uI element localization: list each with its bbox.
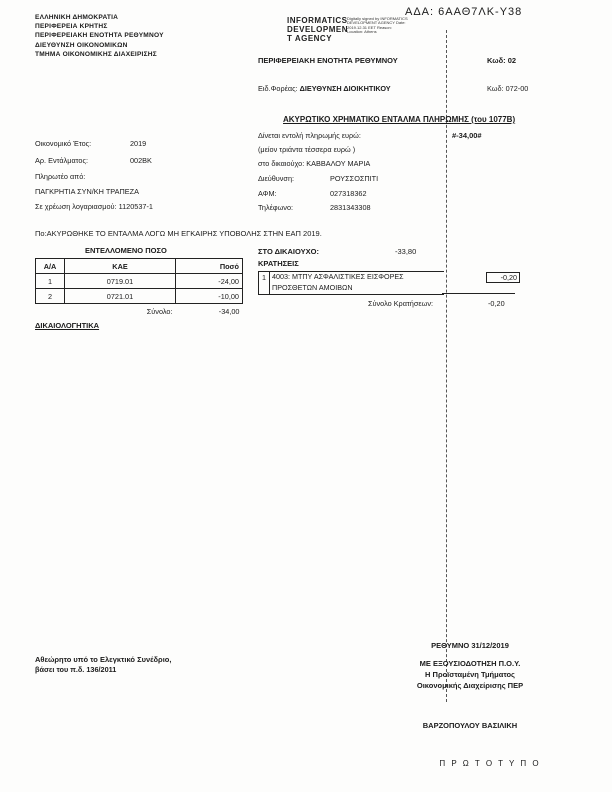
authorization-line: Οικονομικής Διαχείρισης ΠΕΡ [416,680,524,690]
audit-exemption-line2: βάσει του π.δ. 136/2011 [35,665,117,674]
table-row [36,274,243,289]
beneficiary-line [258,159,370,168]
amount-table [35,258,243,318]
special-body-code: Κωδ: 072-00 [487,84,529,93]
digital-signature-stamp [287,16,348,43]
sender-line: ΠΕΡΙΦΕΡΕΙΑΚΗ ΕΝΟΤΗΤΑ ΡΕΘΥΜΝΟΥ [35,32,164,40]
beneficiary-total-value: -33,80 [395,247,417,256]
ada-number [405,6,522,18]
cell-kae: 0721.01 [65,289,176,304]
cell-aa: 2 [36,289,65,304]
audit-exemption-line1: Αθεώρητο υπό το Ελεγκτικό Συνέδριο, [35,655,172,664]
phone-label: Τηλέφωνο: [258,203,294,212]
deductions-total-value: -0,20 [488,299,505,308]
amount-figures: #-34,00# [452,131,482,140]
deductions-title: ΚΡΑΤΗΣΕΙΣ [258,259,299,268]
cell-aa: 1 [36,274,65,289]
ada-label: ΑΔΑ: [405,6,435,18]
afm-label: ΑΦΜ: [258,189,277,198]
payable-from-label: Πληρωτέο από: [35,172,86,181]
sender-line: ΕΛΛΗΝΙΚΗ ΔΗΜΟΚΡΑΤΙΑ [35,14,119,21]
authorization-block [385,659,555,691]
amount-total-label: Σύνολο: [146,306,173,316]
amount-words: (μείον τριάντα τέσσερα ευρώ ) [258,145,356,154]
pay-instruction-label: Δίνεται εντολή πληρωμής ευρώ: [258,131,361,140]
sender-line: ΠΕΡΙΦΕΡΕΙΑ ΚΡΗΤΗΣ [35,23,108,31]
place-date: ΡΕΘΥΜΝΟ 31/12/2019 [431,641,509,650]
special-body-value: ΔΙΕΥΘΥΝΣΗ ΔΙΟΙΚΗΤΙΚΟΥ [299,84,391,93]
column-header-aa: Α/Α [36,259,65,274]
deduction-aa: 1 [258,271,270,295]
entity-name: ΠΕΡΙΦΕΡΕΙΑΚΗ ΕΝΟΤΗΤΑ ΡΕΘΥΜΝΟΥ [258,56,398,65]
cell-kae: 0719.01 [65,274,176,289]
fold-line [446,30,447,702]
sender-header-block [35,13,164,59]
amount-table-title: ΕΝΤΕΛΛΟΜΕΝΟ ΠΟΣΟ [85,246,167,255]
deduction-rule-line [442,293,515,294]
document-title: ΑΚΥΡΩΤΙΚΟ ΧΡΗΜΑΤΙΚΟ ΕΝΤΑΛΜΑ ΠΛΗΡΩΜΗΣ (του 1077Β) [283,115,516,124]
original-copy-mark: Π Ρ Ω Τ Ο Τ Υ Π Ο [439,759,541,768]
deduction-amount: -0,20 [486,272,520,283]
sender-line: ΔΙΕΥΘΥΝΣΗ ΟΙΚΟΝΟΜΙΚΩΝ [35,41,128,49]
stamp-agency-name: T AGENCY [287,34,333,43]
column-header-kae: ΚΑΕ [65,259,176,274]
authorization-line: Η Προϊσταμένη Τμήματος [425,669,515,679]
account-label: Σε χρέωση λογαριασμού: [35,202,117,211]
order-number-value: 002ΒΚ [130,156,152,165]
amount-total-value: -34,00 [218,306,240,316]
fiscal-year-label: Οικονομικό Έτος: [35,139,92,148]
stamp-signature-details: Digitally signed by INFORMATICS DEVELOPMENT AGENCY Date: 2019.12.31 EET Reason: Location: Athens [347,16,408,35]
cell-poso: -24,00 [176,274,243,289]
bank-name: ΠΑΓΚΡΗΤΙΑ ΣΥΝ/ΚΗ ΤΡΑΠΕΖΑ [35,187,139,196]
stamp-agency-name: INFORMATICS [287,16,348,25]
deductions-total-label: Σύνολο Κρατήσεων: [368,299,433,308]
beneficiary-label: στο δικαιούχο: [258,159,305,168]
address-label: Διεύθυνση: [258,174,295,183]
afm-value: 027318362 [330,189,367,198]
phone-value: 2831343308 [330,203,371,212]
ada-value: 6ΑΑΘ7ΛΚ-Υ38 [438,6,523,18]
entity-code: Κωδ: 02 [487,56,517,65]
account-line [35,202,153,211]
authorization-line: ΜΕ ΕΞΟΥΣΙΟΔΟΤΗΣΗ Π.Ο.Υ. [419,659,521,668]
order-number-label: Αρ. Εντάλματος: [35,156,89,165]
column-header-poso: Ποσό [176,259,243,274]
deduction-description: 4003: ΜΤΠΥ ΑΣΦΑΛΙΣΤΙΚΕΣ ΕΙΣΦΟΡΕΣ ΠΡΟΣΘΕΤΩΝ ΑΜΟΙΒΩΝ [270,271,444,295]
beneficiary-total-label: ΣΤΟ ΔΙΚΑΙΟΥΧΟ: [258,247,319,256]
account-value: 1120537-1 [118,202,153,211]
attachments-heading: ΔΙΚΑΙΟΛΟΓΗΤΙΚΑ [35,321,100,330]
special-body-line [258,84,391,93]
fiscal-year-value: 2019 [130,139,147,148]
amount-table-header-row [36,259,243,274]
stamp-agency-name: DEVELOPMEN [287,25,349,34]
table-row [36,289,243,304]
sender-line: ΤΜΗΜΑ ΟΙΚΟΝΟΜΙΚΗΣ ΔΙΑΧΕΙΡΙΣΗΣ [35,50,157,58]
beneficiary-name: ΚΑΒΒΑΛΟΥ ΜΑΡΙΑ [306,159,371,168]
special-body-label: Ειδ.Φορέας: [258,84,298,93]
amount-table-total-row [36,304,243,319]
cancellation-reason: Πο:ΑΚΥΡΩΘΗΚΕ ΤΟ ΕΝΤΑΛΜΑ ΛΟΓΩ ΜΗ ΕΓΚΑΙΡΗΣ ΥΠΟΒΟΛΗΣ ΣΤΗΝ ΕΑΠ 2019. [35,229,322,238]
signer-name: ΒΑΡΖΟΠΟΥΛΟΥ ΒΑΣΙΛΙΚΗ [422,721,518,730]
address-value: ΡΟΥΣΣΟΣΠΙΤΙ [330,174,379,183]
cell-poso: -10,00 [176,289,243,304]
